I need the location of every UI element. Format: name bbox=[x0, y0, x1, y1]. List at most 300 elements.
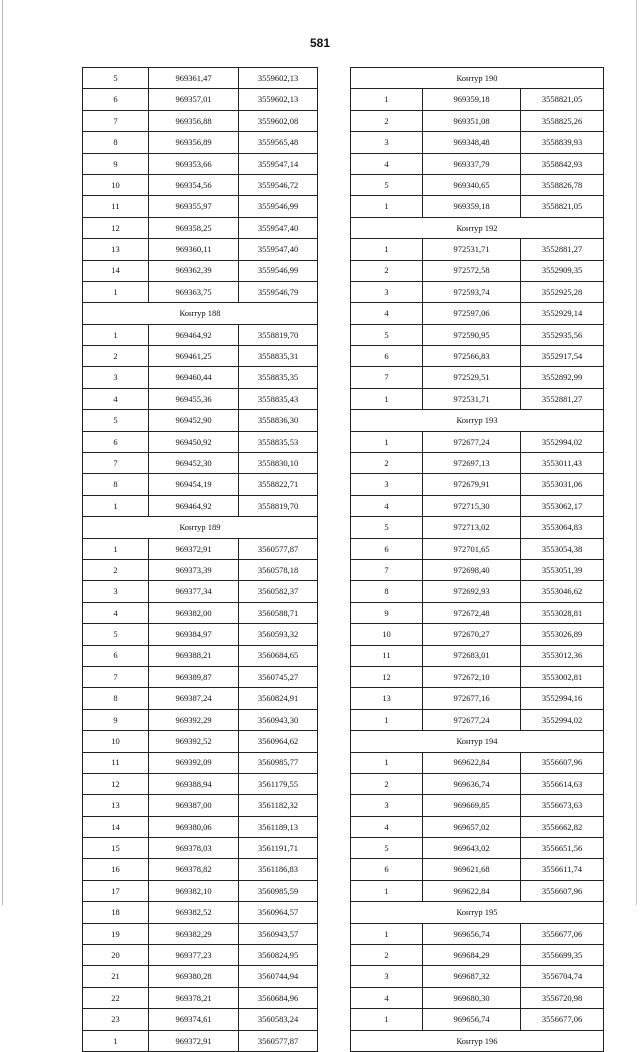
point-number: 4 bbox=[351, 153, 423, 174]
point-row bbox=[83, 1030, 318, 1051]
point-row bbox=[83, 538, 318, 559]
point-number: 2 bbox=[351, 453, 423, 474]
x-coordinate: 972597,06 bbox=[423, 303, 521, 324]
y-coordinate: 3559547,40 bbox=[239, 217, 318, 238]
point-row bbox=[83, 602, 318, 623]
x-coordinate: 972677,16 bbox=[423, 688, 521, 709]
point-row bbox=[83, 709, 318, 730]
point-number: 14 bbox=[83, 816, 149, 837]
y-coordinate: 3552925,28 bbox=[521, 281, 604, 302]
x-coordinate: 972593,74 bbox=[423, 281, 521, 302]
point-number: 13 bbox=[83, 795, 149, 816]
point-row bbox=[351, 795, 604, 816]
point-row bbox=[351, 431, 604, 452]
y-coordinate: 3558825,26 bbox=[521, 110, 604, 131]
point-row bbox=[351, 110, 604, 131]
point-row bbox=[83, 431, 318, 452]
point-number: 3 bbox=[351, 474, 423, 495]
y-coordinate: 3556677,06 bbox=[521, 923, 604, 944]
y-coordinate: 3560588,71 bbox=[239, 602, 318, 623]
point-row bbox=[83, 645, 318, 666]
y-coordinate: 3556704,74 bbox=[521, 966, 604, 987]
contour-title: Контур 196 bbox=[351, 1030, 604, 1051]
y-coordinate: 3559546,99 bbox=[239, 196, 318, 217]
point-number: 15 bbox=[83, 838, 149, 859]
point-number: 5 bbox=[83, 624, 149, 645]
contour-header-row bbox=[351, 1030, 604, 1051]
y-coordinate: 3561191,71 bbox=[239, 838, 318, 859]
x-coordinate: 969372,91 bbox=[149, 1030, 239, 1051]
y-coordinate: 3560745,27 bbox=[239, 666, 318, 687]
contour-header-row bbox=[83, 517, 318, 538]
point-row bbox=[351, 559, 604, 580]
point-row bbox=[351, 239, 604, 260]
point-row bbox=[351, 538, 604, 559]
x-coordinate: 969378,82 bbox=[149, 859, 239, 880]
point-row bbox=[351, 196, 604, 217]
x-coordinate: 969461,25 bbox=[149, 346, 239, 367]
point-row bbox=[83, 281, 318, 302]
contour-title: Контур 192 bbox=[351, 217, 604, 238]
point-row bbox=[351, 174, 604, 195]
y-coordinate: 3556607,96 bbox=[521, 752, 604, 773]
y-coordinate: 3560985,77 bbox=[239, 752, 318, 773]
y-coordinate: 3560943,57 bbox=[239, 923, 318, 944]
point-row bbox=[83, 923, 318, 944]
point-number: 1 bbox=[351, 196, 423, 217]
x-coordinate: 969388,94 bbox=[149, 773, 239, 794]
x-coordinate: 969621,68 bbox=[423, 859, 521, 880]
x-coordinate: 969359,18 bbox=[423, 89, 521, 110]
x-coordinate: 972683,01 bbox=[423, 645, 521, 666]
y-coordinate: 3556699,35 bbox=[521, 945, 604, 966]
point-number: 6 bbox=[83, 645, 149, 666]
x-coordinate: 969454,19 bbox=[149, 474, 239, 495]
y-coordinate: 3559547,14 bbox=[239, 153, 318, 174]
point-row bbox=[351, 838, 604, 859]
y-coordinate: 3552929,14 bbox=[521, 303, 604, 324]
contour-header-row bbox=[351, 68, 604, 89]
point-row bbox=[351, 645, 604, 666]
point-row bbox=[351, 880, 604, 901]
point-row bbox=[351, 346, 604, 367]
point-row bbox=[351, 624, 604, 645]
point-row bbox=[83, 731, 318, 752]
point-number: 17 bbox=[83, 880, 149, 901]
x-coordinate: 969382,52 bbox=[149, 902, 239, 923]
point-number: 18 bbox=[83, 902, 149, 923]
point-row bbox=[351, 966, 604, 987]
point-number: 21 bbox=[83, 966, 149, 987]
y-coordinate: 3553011,43 bbox=[521, 453, 604, 474]
y-coordinate: 3560583,24 bbox=[239, 1009, 318, 1030]
point-number: 4 bbox=[351, 303, 423, 324]
y-coordinate: 3560593,32 bbox=[239, 624, 318, 645]
point-number: 7 bbox=[83, 453, 149, 474]
point-row bbox=[351, 859, 604, 880]
x-coordinate: 969452,90 bbox=[149, 410, 239, 431]
x-coordinate: 969636,74 bbox=[423, 773, 521, 794]
point-row bbox=[351, 260, 604, 281]
y-coordinate: 3560964,57 bbox=[239, 902, 318, 923]
x-coordinate: 969622,84 bbox=[423, 752, 521, 773]
x-coordinate: 969373,39 bbox=[149, 559, 239, 580]
point-row bbox=[351, 303, 604, 324]
x-coordinate: 969359,18 bbox=[423, 196, 521, 217]
point-row bbox=[83, 367, 318, 388]
x-coordinate: 969455,36 bbox=[149, 388, 239, 409]
x-coordinate: 969384,97 bbox=[149, 624, 239, 645]
point-row bbox=[351, 474, 604, 495]
x-coordinate: 972531,71 bbox=[423, 388, 521, 409]
contour-title: Контур 189 bbox=[83, 517, 318, 538]
y-coordinate: 3561186,83 bbox=[239, 859, 318, 880]
point-row bbox=[83, 68, 318, 89]
x-coordinate: 969392,29 bbox=[149, 709, 239, 730]
point-number: 2 bbox=[351, 945, 423, 966]
point-row bbox=[351, 688, 604, 709]
y-coordinate: 3553062,17 bbox=[521, 495, 604, 516]
x-coordinate: 969387,00 bbox=[149, 795, 239, 816]
x-coordinate: 969378,03 bbox=[149, 838, 239, 859]
point-row bbox=[83, 474, 318, 495]
x-coordinate: 969357,01 bbox=[149, 89, 239, 110]
x-coordinate: 969669,85 bbox=[423, 795, 521, 816]
point-number: 2 bbox=[351, 260, 423, 281]
point-row bbox=[83, 324, 318, 345]
x-coordinate: 969358,25 bbox=[149, 217, 239, 238]
x-coordinate: 969374,61 bbox=[149, 1009, 239, 1030]
point-row bbox=[83, 132, 318, 153]
y-coordinate: 3558830,10 bbox=[239, 453, 318, 474]
x-coordinate: 969340,65 bbox=[423, 174, 521, 195]
point-number: 5 bbox=[351, 838, 423, 859]
x-coordinate: 969380,28 bbox=[149, 966, 239, 987]
point-number: 3 bbox=[351, 966, 423, 987]
point-number: 7 bbox=[351, 559, 423, 580]
y-coordinate: 3558835,43 bbox=[239, 388, 318, 409]
y-coordinate: 3552994,02 bbox=[521, 431, 604, 452]
y-coordinate: 3553028,81 bbox=[521, 602, 604, 623]
x-coordinate: 972698,40 bbox=[423, 559, 521, 580]
point-number: 19 bbox=[83, 923, 149, 944]
point-number: 6 bbox=[83, 89, 149, 110]
x-coordinate: 969348,48 bbox=[423, 132, 521, 153]
point-number: 9 bbox=[351, 602, 423, 623]
y-coordinate: 3553046,62 bbox=[521, 581, 604, 602]
y-coordinate: 3560684,65 bbox=[239, 645, 318, 666]
y-coordinate: 3552881,27 bbox=[521, 239, 604, 260]
point-row bbox=[83, 110, 318, 131]
point-row bbox=[351, 773, 604, 794]
y-coordinate: 3560824,91 bbox=[239, 688, 318, 709]
point-number: 3 bbox=[351, 281, 423, 302]
y-coordinate: 3552935,56 bbox=[521, 324, 604, 345]
point-row bbox=[351, 581, 604, 602]
y-coordinate: 3556673,63 bbox=[521, 795, 604, 816]
scan-edge-right bbox=[636, 0, 637, 905]
y-coordinate: 3559546,72 bbox=[239, 174, 318, 195]
y-coordinate: 3561182,32 bbox=[239, 795, 318, 816]
contour-title: Контур 194 bbox=[351, 731, 604, 752]
point-number: 14 bbox=[83, 260, 149, 281]
point-row bbox=[351, 453, 604, 474]
point-number: 2 bbox=[83, 346, 149, 367]
x-coordinate: 969464,92 bbox=[149, 495, 239, 516]
point-number: 7 bbox=[83, 110, 149, 131]
y-coordinate: 3559546,79 bbox=[239, 281, 318, 302]
point-row bbox=[83, 859, 318, 880]
y-coordinate: 3559602,13 bbox=[239, 89, 318, 110]
x-coordinate: 969392,52 bbox=[149, 731, 239, 752]
contour-header-row bbox=[351, 731, 604, 752]
point-number: 13 bbox=[83, 239, 149, 260]
point-number: 5 bbox=[83, 410, 149, 431]
x-coordinate: 969363,75 bbox=[149, 281, 239, 302]
y-coordinate: 3556611,74 bbox=[521, 859, 604, 880]
point-row bbox=[83, 89, 318, 110]
x-coordinate: 972590,95 bbox=[423, 324, 521, 345]
point-number: 1 bbox=[351, 239, 423, 260]
x-coordinate: 969353,66 bbox=[149, 153, 239, 174]
point-row bbox=[351, 517, 604, 538]
point-row bbox=[83, 838, 318, 859]
point-number: 5 bbox=[351, 324, 423, 345]
point-row bbox=[83, 987, 318, 1008]
point-row bbox=[83, 217, 318, 238]
point-row bbox=[83, 410, 318, 431]
x-coordinate: 969450,92 bbox=[149, 431, 239, 452]
x-coordinate: 972672,10 bbox=[423, 666, 521, 687]
x-coordinate: 969356,89 bbox=[149, 132, 239, 153]
point-number: 9 bbox=[83, 709, 149, 730]
point-row bbox=[83, 260, 318, 281]
x-coordinate: 969377,23 bbox=[149, 945, 239, 966]
x-coordinate: 969372,91 bbox=[149, 538, 239, 559]
x-coordinate: 969388,21 bbox=[149, 645, 239, 666]
point-row bbox=[351, 495, 604, 516]
x-coordinate: 969378,21 bbox=[149, 987, 239, 1008]
x-coordinate: 969687,32 bbox=[423, 966, 521, 987]
point-row bbox=[83, 559, 318, 580]
y-coordinate: 3560684,96 bbox=[239, 987, 318, 1008]
y-coordinate: 3558836,30 bbox=[239, 410, 318, 431]
point-number: 1 bbox=[83, 324, 149, 345]
point-number: 4 bbox=[83, 388, 149, 409]
point-row bbox=[83, 174, 318, 195]
y-coordinate: 3559602,13 bbox=[239, 68, 318, 89]
point-row bbox=[83, 153, 318, 174]
point-row bbox=[83, 773, 318, 794]
point-number: 4 bbox=[351, 495, 423, 516]
y-coordinate: 3558821,05 bbox=[521, 89, 604, 110]
point-row bbox=[83, 1009, 318, 1030]
point-number: 1 bbox=[83, 1030, 149, 1051]
x-coordinate: 969452,30 bbox=[149, 453, 239, 474]
point-row bbox=[351, 666, 604, 687]
point-number: 4 bbox=[351, 816, 423, 837]
point-number: 10 bbox=[83, 731, 149, 752]
y-coordinate: 3558821,05 bbox=[521, 196, 604, 217]
y-coordinate: 3552909,35 bbox=[521, 260, 604, 281]
point-number: 2 bbox=[83, 559, 149, 580]
point-row bbox=[351, 89, 604, 110]
point-number: 1 bbox=[351, 388, 423, 409]
point-row bbox=[83, 495, 318, 516]
x-coordinate: 969382,10 bbox=[149, 880, 239, 901]
y-coordinate: 3556614,63 bbox=[521, 773, 604, 794]
point-number: 2 bbox=[351, 773, 423, 794]
point-row bbox=[351, 602, 604, 623]
point-number: 7 bbox=[351, 367, 423, 388]
point-number: 1 bbox=[351, 89, 423, 110]
point-number: 3 bbox=[351, 795, 423, 816]
point-number: 6 bbox=[351, 859, 423, 880]
x-coordinate: 969355,97 bbox=[149, 196, 239, 217]
y-coordinate: 3552917,54 bbox=[521, 346, 604, 367]
point-row bbox=[351, 816, 604, 837]
point-number: 9 bbox=[83, 153, 149, 174]
point-number: 1 bbox=[351, 923, 423, 944]
x-coordinate: 969657,02 bbox=[423, 816, 521, 837]
x-coordinate: 972572,58 bbox=[423, 260, 521, 281]
point-row bbox=[83, 239, 318, 260]
point-number: 12 bbox=[351, 666, 423, 687]
y-coordinate: 3560582,37 bbox=[239, 581, 318, 602]
point-row bbox=[83, 388, 318, 409]
point-number: 6 bbox=[83, 431, 149, 452]
point-row bbox=[351, 945, 604, 966]
point-row bbox=[83, 346, 318, 367]
y-coordinate: 3560964,62 bbox=[239, 731, 318, 752]
y-coordinate: 3552892,99 bbox=[521, 367, 604, 388]
y-coordinate: 3553012,36 bbox=[521, 645, 604, 666]
point-number: 12 bbox=[83, 773, 149, 794]
point-number: 3 bbox=[351, 132, 423, 153]
point-number: 10 bbox=[83, 174, 149, 195]
x-coordinate: 969354,56 bbox=[149, 174, 239, 195]
coordinates-table-right bbox=[350, 67, 604, 1052]
y-coordinate: 3559546,99 bbox=[239, 260, 318, 281]
point-row bbox=[351, 281, 604, 302]
y-coordinate: 3556720,98 bbox=[521, 987, 604, 1008]
y-coordinate: 3552994,16 bbox=[521, 688, 604, 709]
point-number: 6 bbox=[351, 538, 423, 559]
point-row bbox=[83, 688, 318, 709]
y-coordinate: 3553064,83 bbox=[521, 517, 604, 538]
contour-header-row bbox=[351, 217, 604, 238]
point-row bbox=[83, 966, 318, 987]
point-number: 11 bbox=[83, 196, 149, 217]
point-row bbox=[83, 581, 318, 602]
y-coordinate: 3558835,53 bbox=[239, 431, 318, 452]
x-coordinate: 972713,02 bbox=[423, 517, 521, 538]
x-coordinate: 969684,29 bbox=[423, 945, 521, 966]
point-row bbox=[83, 795, 318, 816]
point-row bbox=[351, 1009, 604, 1030]
point-row bbox=[351, 153, 604, 174]
point-number: 1 bbox=[83, 538, 149, 559]
y-coordinate: 3558835,35 bbox=[239, 367, 318, 388]
point-number: 13 bbox=[351, 688, 423, 709]
point-row bbox=[351, 388, 604, 409]
y-coordinate: 3560578,18 bbox=[239, 559, 318, 580]
y-coordinate: 3560943,30 bbox=[239, 709, 318, 730]
point-number: 5 bbox=[83, 68, 149, 89]
contour-header-row bbox=[351, 410, 604, 431]
x-coordinate: 969389,87 bbox=[149, 666, 239, 687]
y-coordinate: 3558835,31 bbox=[239, 346, 318, 367]
x-coordinate: 972672,48 bbox=[423, 602, 521, 623]
x-coordinate: 969382,29 bbox=[149, 923, 239, 944]
point-number: 7 bbox=[83, 666, 149, 687]
y-coordinate: 3558842,93 bbox=[521, 153, 604, 174]
point-number: 2 bbox=[351, 110, 423, 131]
x-coordinate: 969362,39 bbox=[149, 260, 239, 281]
point-row bbox=[83, 196, 318, 217]
y-coordinate: 3552881,27 bbox=[521, 388, 604, 409]
x-coordinate: 972566,83 bbox=[423, 346, 521, 367]
x-coordinate: 969382,00 bbox=[149, 602, 239, 623]
x-coordinate: 969387,24 bbox=[149, 688, 239, 709]
point-row bbox=[83, 624, 318, 645]
y-coordinate: 3560985,59 bbox=[239, 880, 318, 901]
y-coordinate: 3558839,93 bbox=[521, 132, 604, 153]
point-row bbox=[351, 987, 604, 1008]
y-coordinate: 3553051,39 bbox=[521, 559, 604, 580]
x-coordinate: 969380,06 bbox=[149, 816, 239, 837]
point-number: 12 bbox=[83, 217, 149, 238]
point-row bbox=[351, 324, 604, 345]
page-number: 581 bbox=[309, 36, 331, 50]
contour-title: Контур 190 bbox=[351, 68, 604, 89]
x-coordinate: 969351,08 bbox=[423, 110, 521, 131]
point-number: 20 bbox=[83, 945, 149, 966]
y-coordinate: 3556677,06 bbox=[521, 1009, 604, 1030]
y-coordinate: 3560744,94 bbox=[239, 966, 318, 987]
x-coordinate: 972529,51 bbox=[423, 367, 521, 388]
point-number: 8 bbox=[351, 581, 423, 602]
y-coordinate: 3559602,08 bbox=[239, 110, 318, 131]
y-coordinate: 3553002,81 bbox=[521, 666, 604, 687]
y-coordinate: 3559547,40 bbox=[239, 239, 318, 260]
point-number: 5 bbox=[351, 517, 423, 538]
point-number: 1 bbox=[351, 431, 423, 452]
y-coordinate: 3560824,95 bbox=[239, 945, 318, 966]
point-row bbox=[83, 816, 318, 837]
point-number: 5 bbox=[351, 174, 423, 195]
point-number: 1 bbox=[351, 1009, 423, 1030]
point-row bbox=[351, 709, 604, 730]
x-coordinate: 972677,24 bbox=[423, 431, 521, 452]
point-row bbox=[351, 752, 604, 773]
x-coordinate: 972531,71 bbox=[423, 239, 521, 260]
y-coordinate: 3556607,96 bbox=[521, 880, 604, 901]
y-coordinate: 3558822,71 bbox=[239, 474, 318, 495]
x-coordinate: 969656,74 bbox=[423, 923, 521, 944]
y-coordinate: 3556662,82 bbox=[521, 816, 604, 837]
y-coordinate: 3560577,87 bbox=[239, 538, 318, 559]
point-row bbox=[83, 453, 318, 474]
contour-title: Контур 193 bbox=[351, 410, 604, 431]
y-coordinate: 3558819,70 bbox=[239, 324, 318, 345]
y-coordinate: 3556651,56 bbox=[521, 838, 604, 859]
point-row bbox=[83, 880, 318, 901]
x-coordinate: 972679,91 bbox=[423, 474, 521, 495]
x-coordinate: 969460,44 bbox=[149, 367, 239, 388]
point-number: 8 bbox=[83, 474, 149, 495]
point-number: 16 bbox=[83, 859, 149, 880]
